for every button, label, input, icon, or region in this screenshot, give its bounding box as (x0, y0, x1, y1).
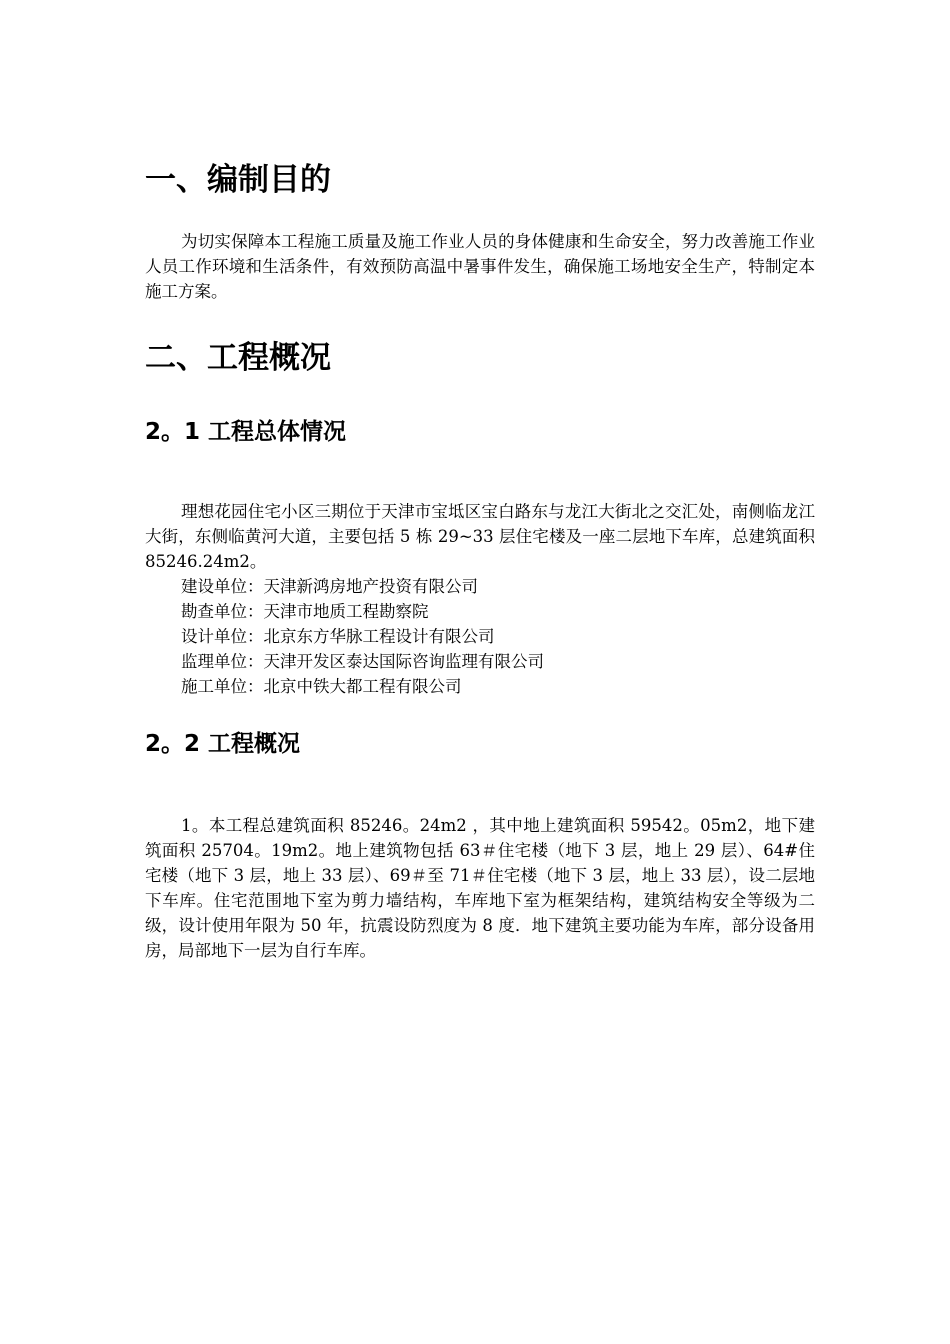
section-1-paragraph: 为切实保障本工程施工质量及施工作业人员的身体健康和生命安全，努力改善施工作业人员工作环境和生活条件，有效预防高温中暑事件发生，确保施工场地安全生产，特制定本施工方案。 (145, 232, 815, 301)
subsection-2-2-paragraph: 1。本工程总建筑面积 85246。24m2 ，其中地上建筑面积 59542。05m2，地下建筑面积 25704。19m2。地上建筑物包括 63＃住宅楼（地下 3 层，地上 29 层）、64#住宅楼（地下 3 层，地上 33 层）、69＃至 71＃住宅楼（地下 3 层，地上 33 层），设二层地下车库。住宅范围地下室为剪力墙结构，车库地下室为框架结构，建筑结构安全等级为二级，设计使用年限为 50 年，抗震设防烈度为 8 度．地下建筑主要功能为车库，部分设备用房，局部地下一层为自行车库。 (145, 816, 815, 960)
subsection-2-1-paragraph: 理想花园住宅小区三期位于天津市宝坻区宝白路东与龙江大街北之交汇处，南侧临龙江大街，东侧临黄河大道，主要包括 5 栋 29~33 层住宅楼及一座二层地下车库，总建筑面积 85246.24m2。 (145, 502, 815, 571)
design-unit-line: 设计单位：北京东方华脉工程设计有限公司 (181, 627, 495, 646)
subsection-2-2-heading: 2。2 工程概况 (145, 731, 301, 757)
section-1-heading: 一、编制目的 (145, 162, 331, 198)
construction-unit-line: 建设单位：天津新鸿房地产投资有限公司 (181, 577, 478, 596)
section-2-heading: 二、工程概况 (145, 340, 331, 376)
supervision-unit-line: 监理单位：天津开发区泰达国际咨询监理有限公司 (181, 652, 544, 671)
subsection-2-1-heading: 2。1 工程总体情况 (145, 419, 347, 445)
survey-unit-line: 勘查单位：天津市地质工程勘察院 (181, 602, 429, 621)
contractor-unit-line: 施工单位：北京中铁大都工程有限公司 (181, 677, 462, 696)
